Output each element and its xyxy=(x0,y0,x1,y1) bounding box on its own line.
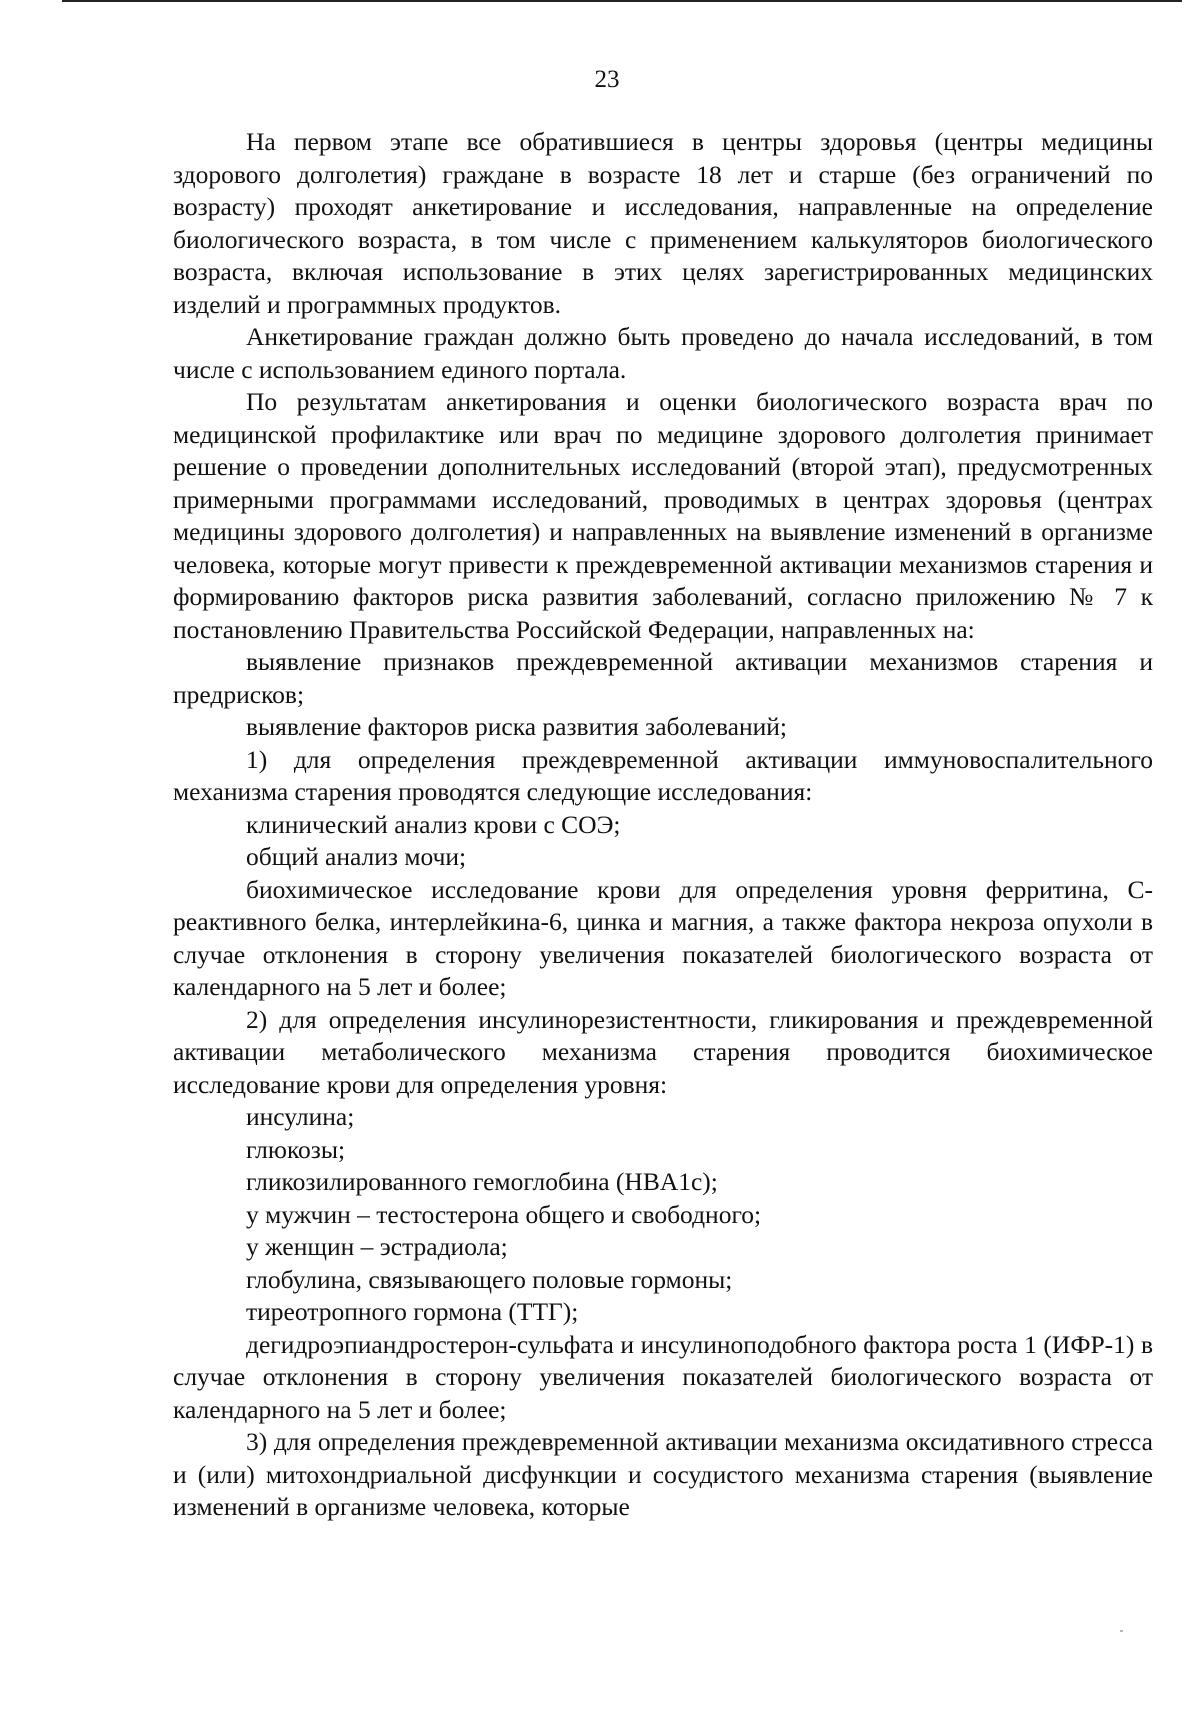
scan-top-edge xyxy=(62,0,1182,2)
paragraph-estradiol: у женщин – эстрадиола; xyxy=(246,1232,508,1261)
paragraph-globulin: глобулина, связывающего половые гормоны; xyxy=(246,1264,733,1294)
paragraph-item-2: 2) для определения инсулинорезистентности, гликирования и преждевременной активации метаболического механизма старения проводится биохимическое исследование крови для определения уровня: xyxy=(173,1004,1153,1099)
paragraph-item-3: 3) для определения преждевременной активации механизма оксидативного стресса и (или) митохондриальной дисфункции и сосудистого механизма старения (выявление изменений в организме человека, которые xyxy=(173,1427,1153,1521)
scan-speck xyxy=(1120,1630,1123,1632)
paragraph-item-1: 1) для определения преждевременной активации иммуновоспалительного механизма старения проводятся следующие исследования: xyxy=(173,744,1153,806)
paragraph-dhea-igf: дегидроэпиандростерон-сульфата и инсулиноподобного фактора роста 1 (ИФР-1) в случае отклонения в сторону увеличения показателей биологического возраста от календарного на 5 лет и более; xyxy=(173,1329,1153,1424)
page-number: 23 xyxy=(594,66,620,93)
paragraph-blood-test: клинический анализ крови с СОЭ; xyxy=(246,809,621,839)
paragraph-questionnaire: Анкетирование граждан должно быть проведено до начала исследований, в том числе с использованием единого портала. xyxy=(173,322,1153,384)
paragraph-risk-factors: выявление факторов риска развития заболеваний; xyxy=(246,712,788,741)
paragraph-tsh: тиреотропного гормона (ТТГ); xyxy=(246,1297,579,1326)
paragraph-insulin: инсулина; xyxy=(246,1102,355,1131)
paragraph-hba1c: гликозилированного гемоглобина (HBA1c); xyxy=(246,1167,718,1196)
document-body xyxy=(173,126,1153,1524)
paragraph-glucose: глюкозы; xyxy=(246,1134,346,1164)
paragraph-aging-signs: выявление признаков преждевременной активации механизмов старения и предрисков; xyxy=(173,647,1153,709)
paragraph-urine-test: общий анализ мочи; xyxy=(246,842,467,871)
paragraph-biochemistry-1: биохимическое исследование крови для определения уровня ферритина, С-реактивного белка, интерлейкина-6, цинка и магния, а также фактора некроза опухоли в случае отклонения в сторону увеличения показателей биологического возраста от календарного на 5 лет и более; xyxy=(173,874,1153,1001)
paragraph-first-stage: На первом этапе все обратившиеся в центры здоровья (центры медицины здорового долголетия) граждане в возрасте 18 лет и старше (без ограничений по возрасту) проходят анкетирование и исследования, направленные на определение биологического возраста, в том числе с применением калькуляторов биологического возраста, включая использование в этих целях зарегистрированных медицинских изделий и программных продуктов. xyxy=(173,127,1153,319)
paragraph-testosterone: у мужчин – тестостерона общего и свободного; xyxy=(246,1199,762,1229)
paragraph-decision: По результатам анкетирования и оценки биологического возраста врач по медицинской профилактике или врач по медицине здорового долголетия принимает решение о проведении дополнительных исследований (второй этап), предусмотренных примерными программами исследований, проводимых в центрах здоровья (центрах медицины здорового долголетия) и направленных на выявление изменений в организме человека, которые могут привести к преждевременной активации механизмов старения и формированию факторов риска развития заболеваний, согласно приложению № 7 к постановлению Правительства Российской Федерации, направленных на: xyxy=(173,387,1153,644)
